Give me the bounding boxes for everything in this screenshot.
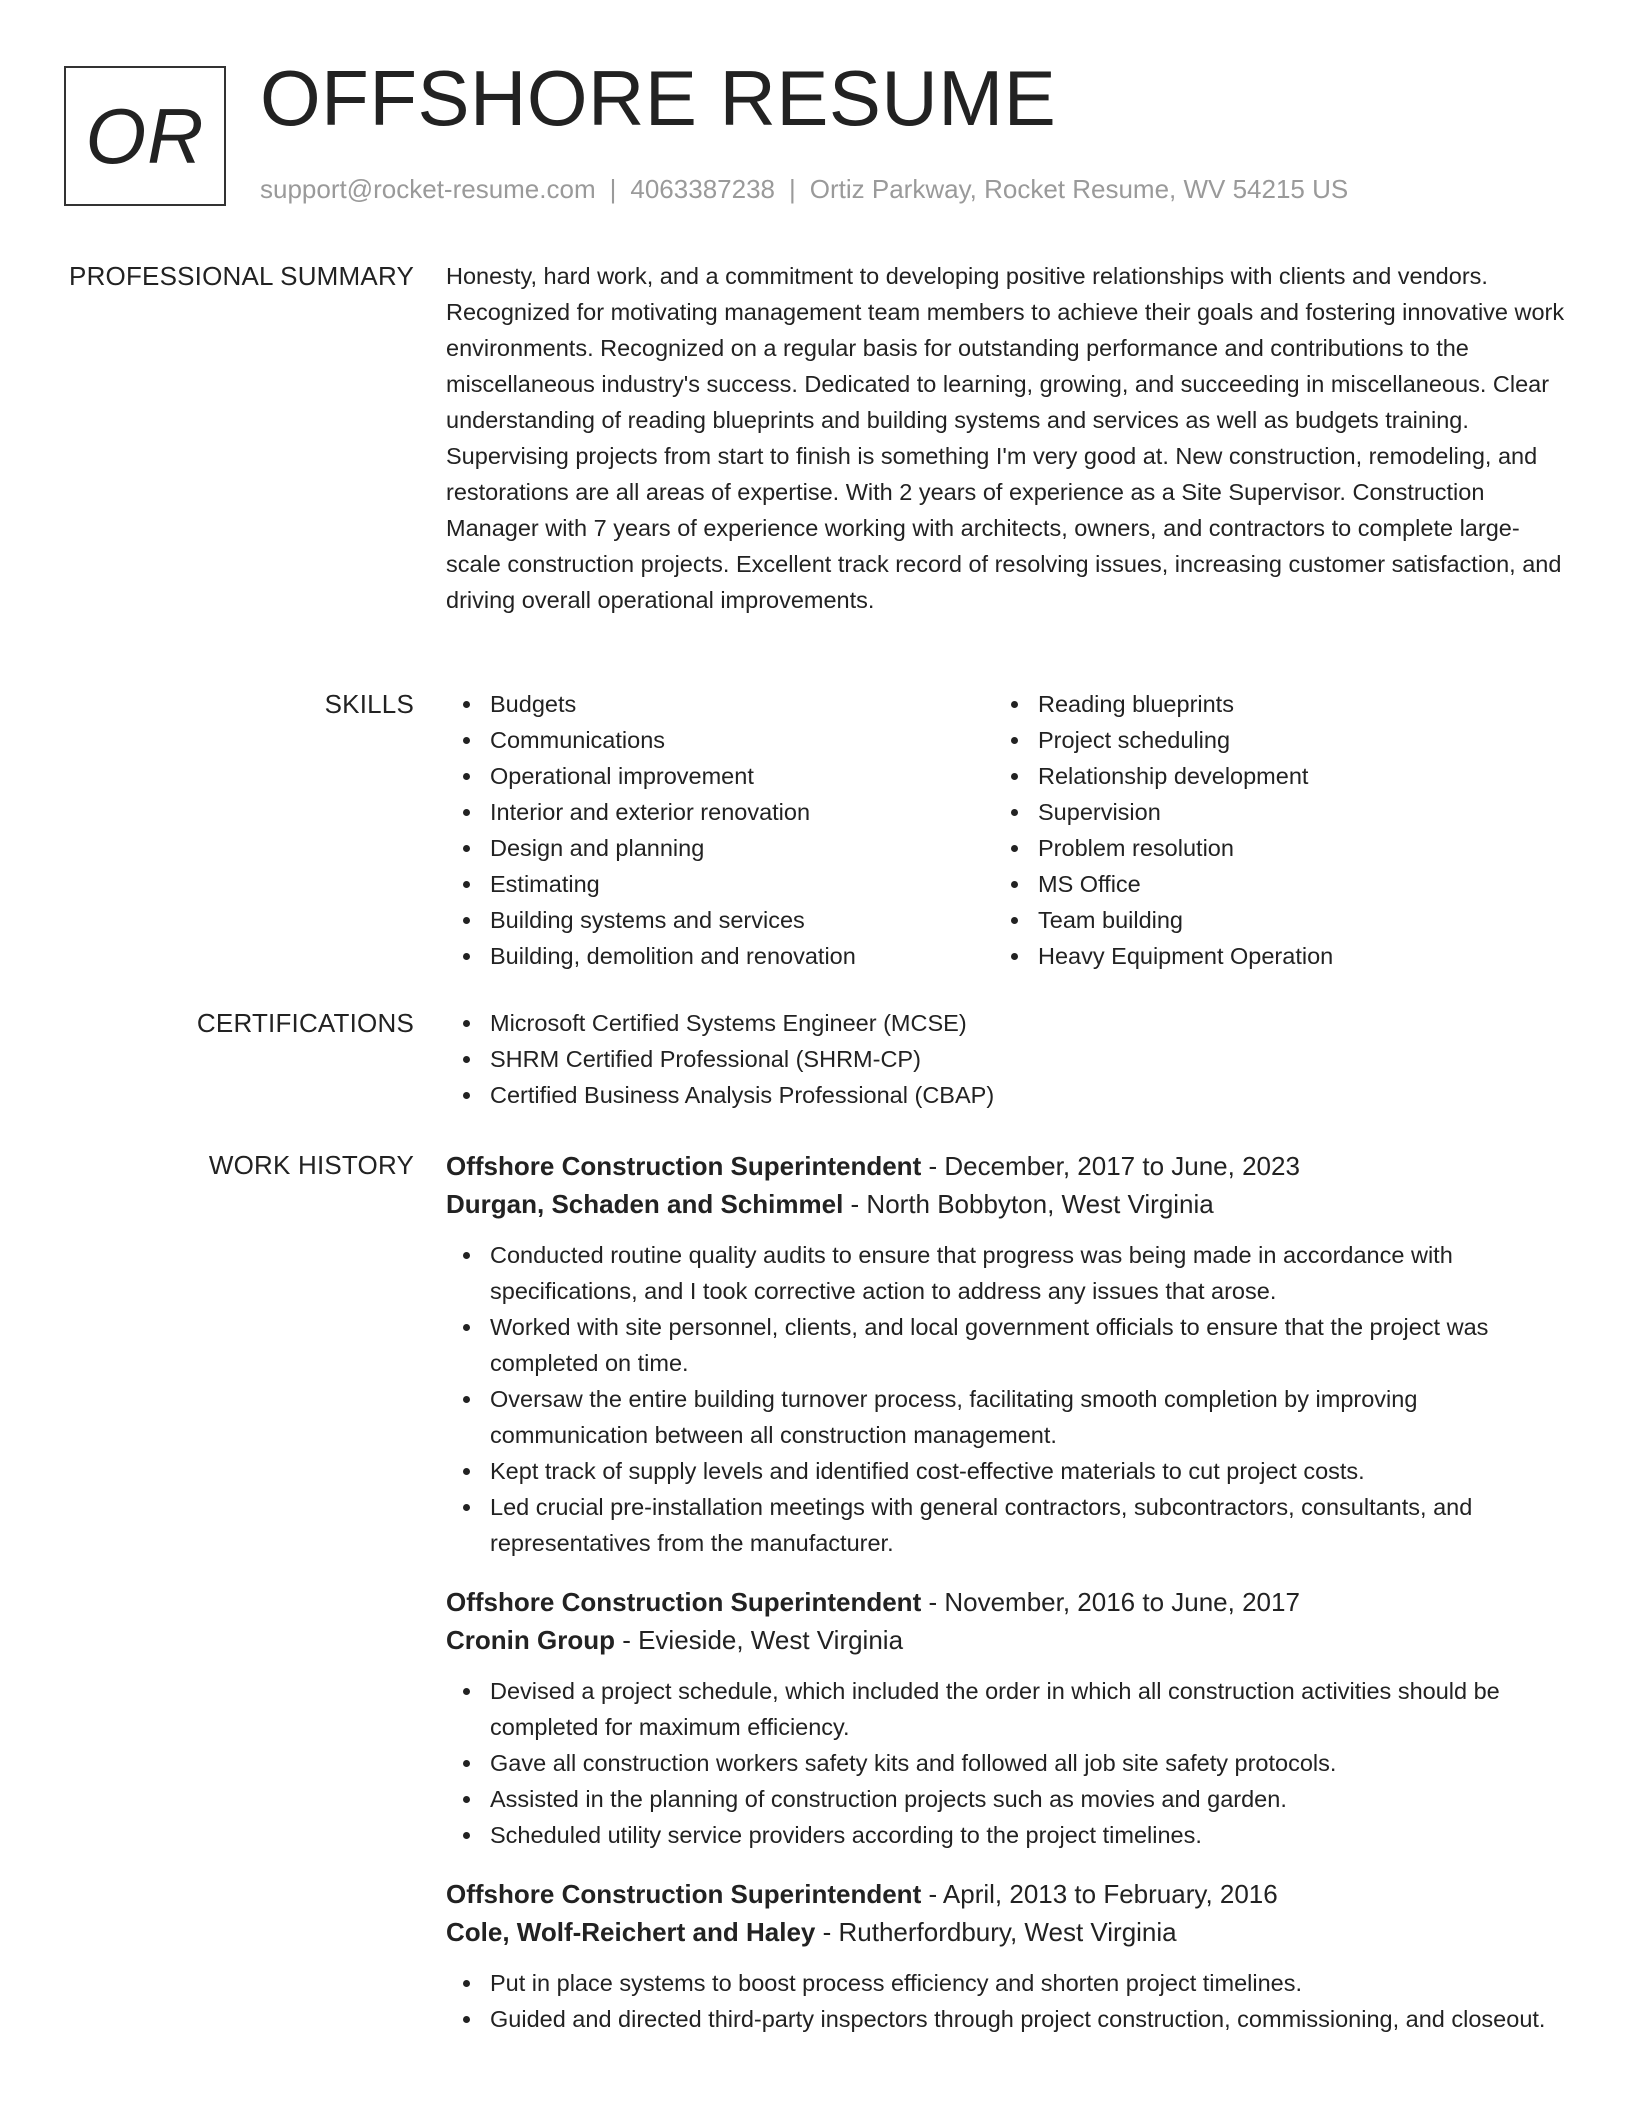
job-duty: Guided and directed third-party inspectors through project construction, commissioning, and closeout. <box>446 2001 1566 2037</box>
skill-item: Estimating <box>446 866 994 902</box>
job-duty: Oversaw the entire building turnover process, facilitating smooth completion by improving communication between all construction management. <box>446 1381 1566 1453</box>
section-label-summary: PROFESSIONAL SUMMARY <box>69 261 414 291</box>
job-entry <box>446 1583 1566 1853</box>
skill-item: Design and planning <box>446 830 994 866</box>
section-label-certifications: CERTIFICATIONS <box>196 1008 414 1038</box>
contact-separator: | <box>609 174 617 204</box>
job-location: - Evieside, West Virginia <box>614 1625 904 1655</box>
job-dates: - November, 2016 to June, 2017 <box>921 1587 1300 1617</box>
section-label-work-history: WORK HISTORY <box>208 1150 414 1180</box>
skill-item: Interior and exterior renovation <box>446 794 994 830</box>
job-duty: Kept track of supply levels and identified cost-effective materials to cut project costs. <box>446 1453 1566 1489</box>
job-duty: Worked with site personnel, clients, and local government officials to ensure that the project was completed on time. <box>446 1309 1566 1381</box>
job-title-line <box>446 1147 1566 1185</box>
job-duty: Conducted routine quality audits to ensure that progress was being made in accordance with specifications, and I took corrective action to address any issues that arose. <box>446 1237 1566 1309</box>
job-dates: - December, 2017 to June, 2023 <box>921 1151 1300 1181</box>
skills-list-left <box>446 686 994 974</box>
contact-line <box>260 174 1348 205</box>
skill-item: Heavy Equipment Operation <box>994 938 1542 974</box>
job-dates: - April, 2013 to February, 2016 <box>921 1879 1278 1909</box>
job-location: - Rutherfordbury, West Virginia <box>815 1917 1177 1947</box>
job-duties-list <box>446 1673 1566 1853</box>
skill-item: MS Office <box>994 866 1542 902</box>
job-location: - North Bobbyton, West Virginia <box>843 1189 1214 1219</box>
skill-item: Relationship development <box>994 758 1542 794</box>
resume-name: OFFSHORE RESUME <box>260 54 1057 142</box>
job-company-line <box>446 1913 1566 1951</box>
certification-item: Microsoft Certified Systems Engineer (MCSE) <box>446 1005 1566 1041</box>
job-entry <box>446 1147 1566 1561</box>
job-duty: Assisted in the planning of construction projects such as movies and garden. <box>446 1781 1566 1817</box>
skills-list-right <box>994 686 1542 974</box>
job-title: Offshore Construction Superintendent <box>446 1587 922 1617</box>
job-company-line <box>446 1185 1566 1223</box>
skill-item: Problem resolution <box>994 830 1542 866</box>
job-duties-list <box>446 1965 1566 2037</box>
job-duty: Led crucial pre-installation meetings with general contractors, subcontractors, consultants, and representatives from the manufacturer. <box>446 1489 1566 1561</box>
monogram-box <box>64 66 226 206</box>
skill-item: Reading blueprints <box>994 686 1542 722</box>
skill-item: Budgets <box>446 686 994 722</box>
job-title-line <box>446 1583 1566 1621</box>
job-company: Cronin Group <box>446 1625 615 1655</box>
certification-item: SHRM Certified Professional (SHRM-CP) <box>446 1041 1566 1077</box>
job-duties-list <box>446 1237 1566 1561</box>
skill-item: Project scheduling <box>994 722 1542 758</box>
skill-item: Team building <box>994 902 1542 938</box>
summary-text: Honesty, hard work, and a commitment to developing positive relationships with clients and vendors. Recognized for motivating management team members to achieve their goals and fostering innovative work environments. Recognized on a regular basis for outstanding performance and contributions to the miscellaneous industry's success. Dedicated to learning, growing, and succeeding in miscellaneous. Clear understanding of reading blueprints and building systems and services as well as budgets training. Supervising projects from start to finish is something I'm very good at. New construction, remodeling, and restorations are all areas of expertise. With 2 years of experience as a Site Supervisor. Construction Manager with 7 years of experience working with architects, owners, and contractors to complete large-scale construction projects. Excellent track record of resolving issues, increasing customer satisfaction, and driving overall operational improvements. <box>446 263 1565 613</box>
contact-phone: 4063387238 <box>630 174 775 204</box>
job-title: Offshore Construction Superintendent <box>446 1879 922 1909</box>
job-duty: Scheduled utility service providers according to the project timelines. <box>446 1817 1566 1853</box>
job-company: Durgan, Schaden and Schimmel <box>446 1189 844 1219</box>
section-label-skills: SKILLS <box>324 689 414 719</box>
job-title-line <box>446 1875 1566 1913</box>
contact-address: Ortiz Parkway, Rocket Resume, WV 54215 US <box>809 174 1349 204</box>
contact-email: support@rocket-resume.com <box>260 174 596 204</box>
job-company-line <box>446 1621 1566 1659</box>
job-duty: Gave all construction workers safety kits and followed all job site safety protocols. <box>446 1745 1566 1781</box>
job-duty: Devised a project schedule, which included the order in which all construction activities should be completed for maximum efficiency. <box>446 1673 1566 1745</box>
skill-item: Communications <box>446 722 994 758</box>
certification-item: Certified Business Analysis Professional (CBAP) <box>446 1077 1566 1113</box>
contact-separator: | <box>789 174 796 204</box>
job-entry <box>446 1875 1566 2037</box>
skill-item: Building, demolition and renovation <box>446 938 994 974</box>
skill-item: Supervision <box>994 794 1542 830</box>
skill-item: Building systems and services <box>446 902 994 938</box>
monogram-initials: OR <box>85 91 205 180</box>
job-title: Offshore Construction Superintendent <box>446 1151 922 1181</box>
skill-item: Operational improvement <box>446 758 994 794</box>
certifications-list <box>446 1005 1566 1113</box>
job-company: Cole, Wolf-Reichert and Haley <box>446 1917 816 1947</box>
job-duty: Put in place systems to boost process efficiency and shorten project timelines. <box>446 1965 1566 2001</box>
